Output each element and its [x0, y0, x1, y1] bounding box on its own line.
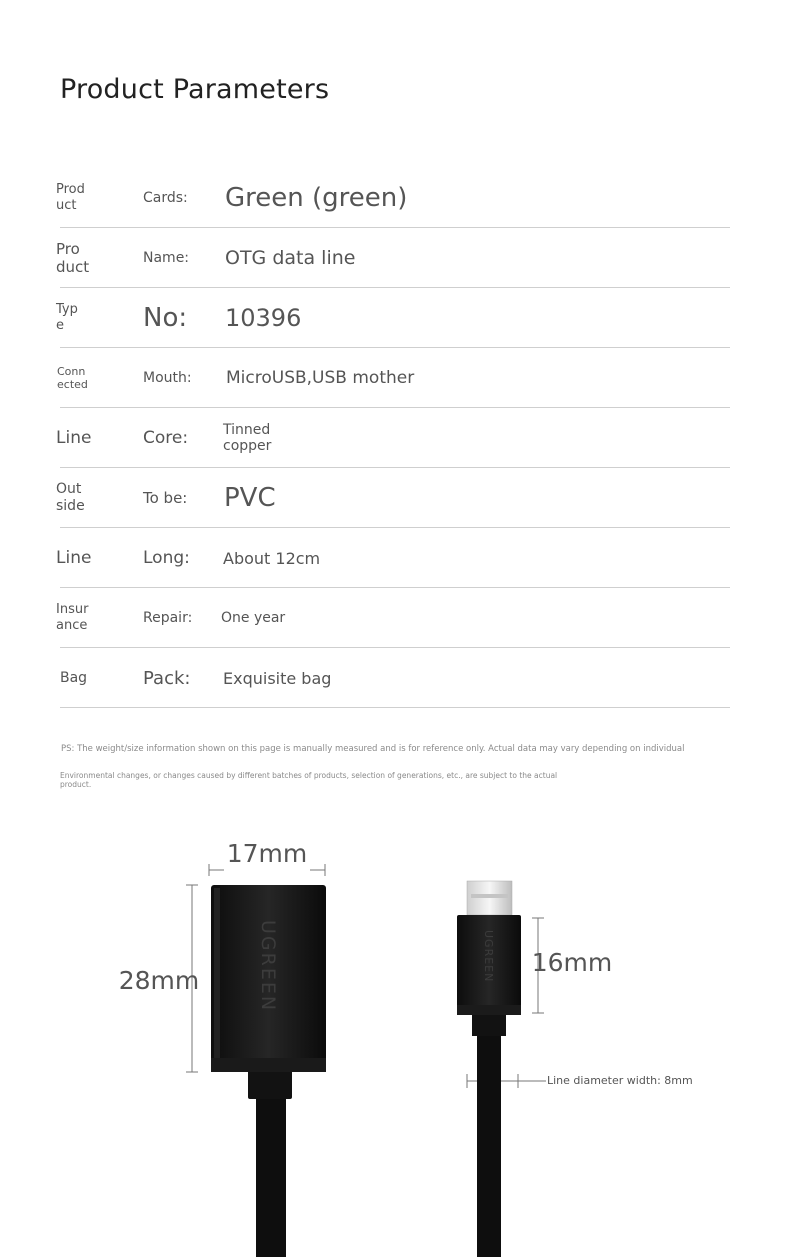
width-label: 17mm — [226, 839, 308, 868]
param-row — [56, 468, 730, 528]
param-key: Long: — [143, 548, 190, 568]
param-label: Pro duct — [56, 240, 90, 276]
param-key: Name: — [143, 250, 190, 266]
param-key: Repair: — [143, 610, 193, 626]
param-label: Insur ance — [56, 602, 89, 633]
product-dimension-diagram — [0, 820, 790, 1257]
param-value: Exquisite bag — [223, 668, 332, 688]
param-label: Line — [56, 547, 92, 568]
micro-brand-logo: UGREEN — [482, 930, 495, 983]
micro-usb-connector — [457, 881, 521, 1257]
brand-logo: UGREEN — [257, 920, 279, 1013]
param-value: About 12cm — [223, 548, 321, 568]
param-label: Out side — [56, 481, 85, 514]
param-label: Line — [56, 427, 92, 448]
param-value: Green (green) — [225, 183, 408, 213]
param-row — [56, 288, 730, 348]
param-label: Conn ected — [57, 364, 88, 391]
disclaimer-note-continued: Environmental changes, or changes caused by different batches of products, selection of generations, etc., are subject to the actual product. — [60, 771, 558, 790]
param-row — [56, 588, 730, 648]
param-key: No: — [143, 303, 188, 333]
param-label: Typ e — [56, 302, 78, 333]
micro-height-label: 16mm — [531, 948, 613, 977]
param-label: Bag — [60, 669, 88, 686]
param-value: Tinned copper — [223, 421, 272, 454]
usb-female-connector — [211, 885, 326, 1257]
param-value: OTG data line — [225, 247, 356, 269]
param-value: MicroUSB,USB mother — [226, 368, 415, 388]
param-row — [56, 168, 730, 228]
param-row — [57, 348, 730, 408]
param-value: 10396 — [225, 304, 302, 332]
parameters-table — [56, 168, 730, 708]
width-dimension — [209, 839, 325, 876]
param-key: Core: — [143, 428, 189, 448]
height-dimension — [119, 885, 200, 1072]
disclaimer-note: PS: The weight/size information shown on this page is manually measured and is for reference only. Actual data may vary depending on individual — [61, 744, 685, 754]
param-key: Pack: — [143, 667, 191, 689]
param-key: Cards: — [143, 190, 188, 206]
diameter-label: Line diameter width: 8mm — [547, 1074, 693, 1087]
param-key: Mouth: — [143, 370, 192, 386]
param-label: Prod uct — [56, 182, 85, 213]
param-row — [56, 228, 730, 288]
param-row — [56, 528, 730, 588]
height-label: 28mm — [118, 966, 200, 995]
param-value: PVC — [224, 483, 276, 513]
param-value: One year — [221, 610, 286, 626]
param-row — [56, 408, 730, 468]
param-key: To be: — [143, 489, 188, 507]
page-title: Product Parameters — [60, 74, 330, 105]
micro-height-dimension — [532, 918, 613, 1013]
param-row — [60, 648, 730, 708]
